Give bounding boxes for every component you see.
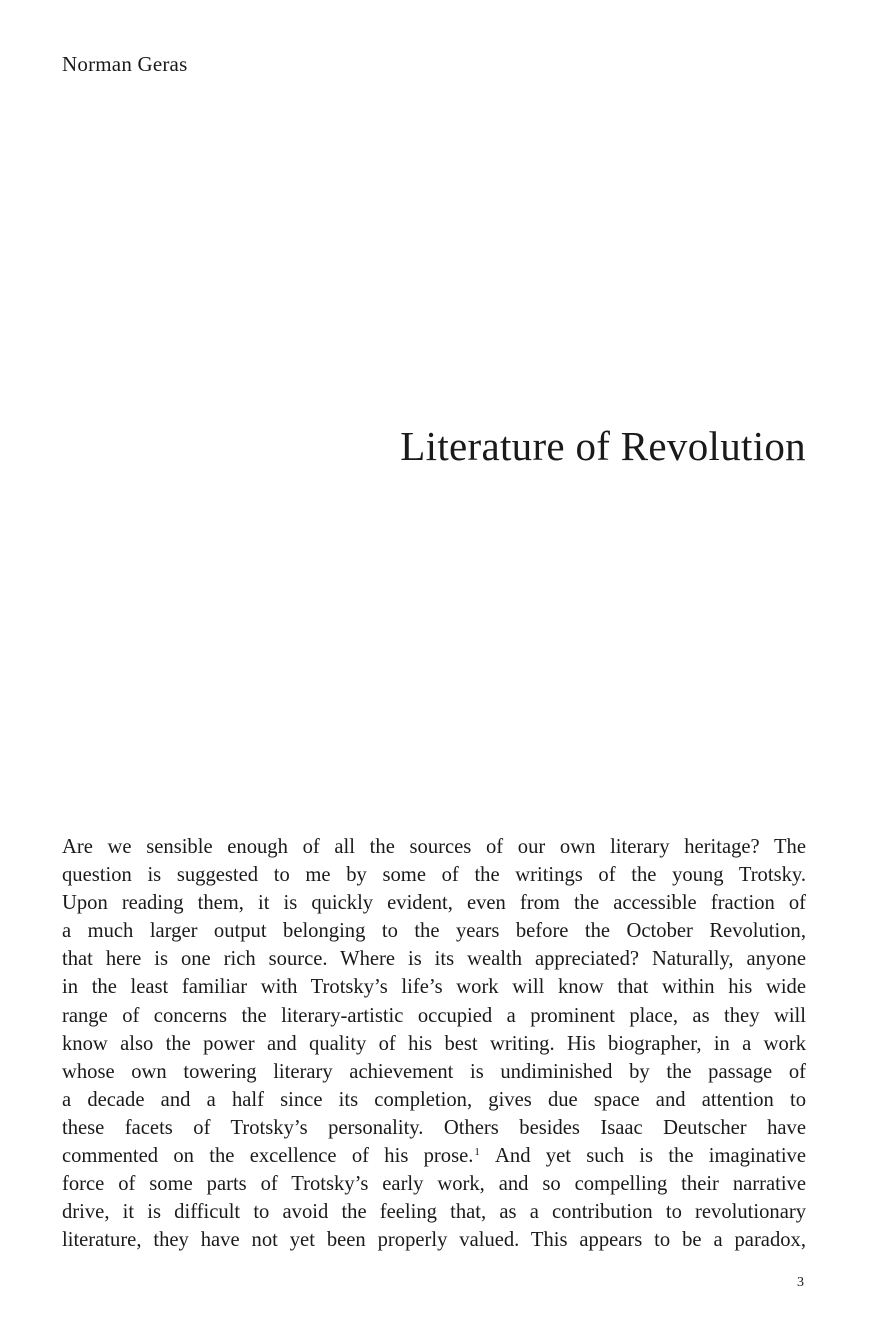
body-line-1: Are we sensible enough of all the sources of our own literary heritage? The xyxy=(62,836,806,858)
page-number: 3 xyxy=(797,1275,804,1290)
body-line-9: whose own towering literary achievement is undiminished by the passage of xyxy=(62,1060,806,1083)
body-line-12-end: And yet such is the imaginative xyxy=(480,1145,806,1168)
running-header-author: Norman Geras xyxy=(62,52,188,76)
body-line-4: a much larger output belonging to the years before the October Revolution, xyxy=(62,920,806,943)
body-line-6: in the least familiar with Trotsky’s life’s work will know that within his wide xyxy=(62,976,806,999)
body-line-3: Upon reading them, it is quickly evident, even from the accessible fraction of xyxy=(62,892,806,915)
body-paragraph xyxy=(62,833,806,1254)
body-line-5: that here is one rich source. Where is its wealth appreciated? Naturally, anyone xyxy=(62,948,806,971)
body-line-12 xyxy=(62,1142,806,1170)
body-line-15: literature, they have not yet been properly valued. This appears to be a paradox, xyxy=(62,1229,806,1252)
body-line-2: question is suggested to me by some of the writings of the young Trotsky. xyxy=(62,864,806,887)
body-line-10: a decade and a half since its completion, gives due space and attention to xyxy=(62,1088,806,1111)
chapter-title: Literature of Revolution xyxy=(400,423,806,469)
body-line-13: force of some parts of Trotsky’s early work, and so compelling their narrative xyxy=(62,1173,806,1196)
body-line-14: drive, it is difficult to avoid the feeling that, as a contribution to revolutionary xyxy=(62,1201,806,1224)
footnote-marker[interactable]: 1 xyxy=(474,1146,480,1159)
body-line-12-start: commented on the excellence of his prose. xyxy=(62,1145,474,1168)
body-line-7: range of concerns the literary-artistic occupied a prominent place, as they will xyxy=(62,1004,806,1027)
body-line-8: know also the power and quality of his best writing. His biographer, in a work xyxy=(62,1032,806,1055)
body-line-11: these facets of Trotsky’s personality. Others besides Isaac Deutscher have xyxy=(62,1116,806,1139)
